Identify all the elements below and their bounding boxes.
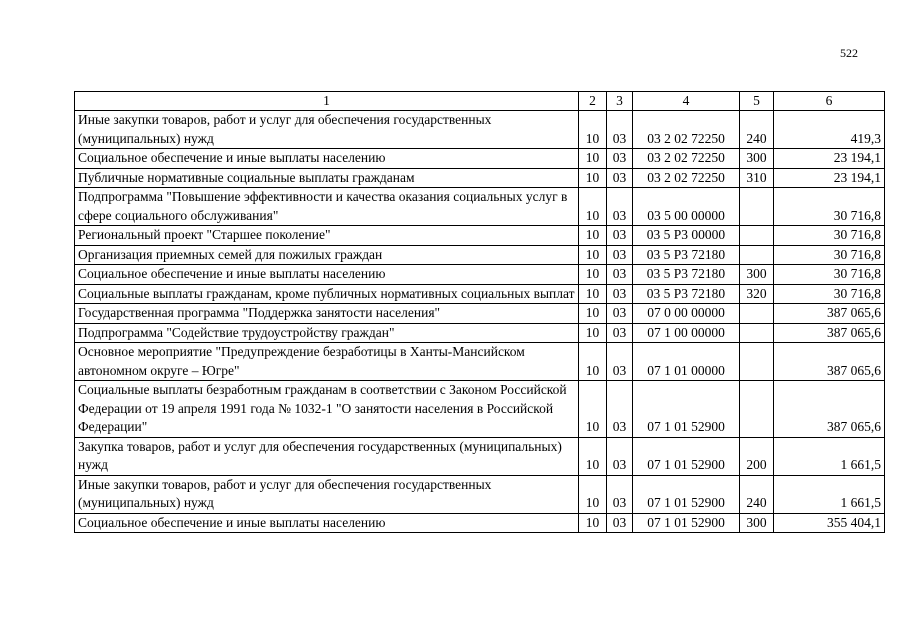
row-subsection-cell: 03 bbox=[607, 513, 633, 533]
row-amount-cell: 23 194,1 bbox=[774, 168, 885, 188]
row-name-cell: Публичные нормативные социальные выплаты гражданам bbox=[75, 168, 579, 188]
row-subsection-cell: 03 bbox=[607, 226, 633, 246]
table-row bbox=[75, 111, 885, 149]
row-expense-type-cell bbox=[740, 343, 774, 381]
row-expense-type-cell bbox=[740, 381, 774, 438]
row-amount-cell: 387 065,6 bbox=[774, 343, 885, 381]
row-amount-cell: 387 065,6 bbox=[774, 323, 885, 343]
row-name-cell: Подпрограмма "Содействие трудоустройству граждан" bbox=[75, 323, 579, 343]
table-row bbox=[75, 245, 885, 265]
row-name-cell: Социальное обеспечение и иные выплаты населению bbox=[75, 513, 579, 533]
row-subsection-cell: 03 bbox=[607, 381, 633, 438]
row-name-cell: Региональный проект "Старшее поколение" bbox=[75, 226, 579, 246]
row-name-cell: Социальные выплаты безработным гражданам в соответствии с Законом Российской Федерации от 19 апреля 1991 года № 1032-1 "О занятости населения в Российской Федерации" bbox=[75, 381, 579, 438]
row-amount-cell: 387 065,6 bbox=[774, 381, 885, 438]
row-subsection-cell: 03 bbox=[607, 265, 633, 285]
row-expense-type-cell: 320 bbox=[740, 284, 774, 304]
row-expense-type-cell: 200 bbox=[740, 437, 774, 475]
row-name-cell: Закупка товаров, работ и услуг для обеспечения государственных (муниципальных) нужд bbox=[75, 437, 579, 475]
table-row bbox=[75, 475, 885, 513]
row-amount-cell: 355 404,1 bbox=[774, 513, 885, 533]
row-name-cell: Основное мероприятие "Предупреждение безработицы в Ханты-Мансийском автономном округе – Югре" bbox=[75, 343, 579, 381]
row-expense-type-cell bbox=[740, 245, 774, 265]
header-cell-subsection: 3 bbox=[607, 92, 633, 111]
row-target-article-cell: 07 0 00 00000 bbox=[633, 304, 740, 324]
row-target-article-cell: 03 2 02 72250 bbox=[633, 149, 740, 169]
table-row bbox=[75, 188, 885, 226]
header-cell-section: 2 bbox=[579, 92, 607, 111]
row-expense-type-cell: 240 bbox=[740, 111, 774, 149]
row-target-article-cell: 07 1 01 52900 bbox=[633, 475, 740, 513]
row-name-cell: Иные закупки товаров, работ и услуг для обеспечения государственных (муниципальных) нужд bbox=[75, 475, 579, 513]
header-cell-expense-type: 5 bbox=[740, 92, 774, 111]
row-name-cell: Подпрограмма "Повышение эффективности и качества оказания социальных услуг в сфере социального обслуживания" bbox=[75, 188, 579, 226]
row-section-cell: 10 bbox=[579, 437, 607, 475]
row-section-cell: 10 bbox=[579, 188, 607, 226]
row-target-article-cell: 03 5 P3 72180 bbox=[633, 245, 740, 265]
row-subsection-cell: 03 bbox=[607, 188, 633, 226]
row-expense-type-cell: 240 bbox=[740, 475, 774, 513]
row-section-cell: 10 bbox=[579, 149, 607, 169]
row-subsection-cell: 03 bbox=[607, 168, 633, 188]
row-subsection-cell: 03 bbox=[607, 149, 633, 169]
row-subsection-cell: 03 bbox=[607, 475, 633, 513]
row-target-article-cell: 03 5 00 00000 bbox=[633, 188, 740, 226]
row-section-cell: 10 bbox=[579, 168, 607, 188]
table-row bbox=[75, 284, 885, 304]
header-cell-amount: 6 bbox=[774, 92, 885, 111]
row-amount-cell: 1 661,5 bbox=[774, 475, 885, 513]
table-body bbox=[75, 111, 885, 533]
row-subsection-cell: 03 bbox=[607, 437, 633, 475]
row-target-article-cell: 07 1 01 52900 bbox=[633, 381, 740, 438]
row-subsection-cell: 03 bbox=[607, 111, 633, 149]
row-name-cell: Иные закупки товаров, работ и услуг для обеспечения государственных (муниципальных) нужд bbox=[75, 111, 579, 149]
table-row bbox=[75, 513, 885, 533]
row-amount-cell: 30 716,8 bbox=[774, 188, 885, 226]
row-amount-cell: 30 716,8 bbox=[774, 265, 885, 285]
row-expense-type-cell bbox=[740, 323, 774, 343]
header-row bbox=[75, 92, 885, 111]
row-target-article-cell: 03 2 02 72250 bbox=[633, 168, 740, 188]
row-expense-type-cell bbox=[740, 304, 774, 324]
row-target-article-cell: 07 1 00 00000 bbox=[633, 323, 740, 343]
row-expense-type-cell: 310 bbox=[740, 168, 774, 188]
row-subsection-cell: 03 bbox=[607, 304, 633, 324]
row-target-article-cell: 07 1 01 52900 bbox=[633, 513, 740, 533]
row-section-cell: 10 bbox=[579, 265, 607, 285]
row-amount-cell: 419,3 bbox=[774, 111, 885, 149]
row-section-cell: 10 bbox=[579, 323, 607, 343]
row-name-cell: Социальные выплаты гражданам, кроме публичных нормативных социальных выплат bbox=[75, 284, 579, 304]
row-name-cell: Социальное обеспечение и иные выплаты населению bbox=[75, 265, 579, 285]
row-section-cell: 10 bbox=[579, 245, 607, 265]
row-amount-cell: 30 716,8 bbox=[774, 245, 885, 265]
row-subsection-cell: 03 bbox=[607, 323, 633, 343]
header-cell-target-article: 4 bbox=[633, 92, 740, 111]
row-name-cell: Социальное обеспечение и иные выплаты населению bbox=[75, 149, 579, 169]
row-amount-cell: 23 194,1 bbox=[774, 149, 885, 169]
table-row bbox=[75, 149, 885, 169]
row-expense-type-cell: 300 bbox=[740, 149, 774, 169]
row-section-cell: 10 bbox=[579, 304, 607, 324]
row-name-cell: Организация приемных семей для пожилых граждан bbox=[75, 245, 579, 265]
row-target-article-cell: 03 5 P3 72180 bbox=[633, 284, 740, 304]
budget-table bbox=[74, 91, 885, 533]
row-amount-cell: 30 716,8 bbox=[774, 226, 885, 246]
row-subsection-cell: 03 bbox=[607, 245, 633, 265]
table-row bbox=[75, 323, 885, 343]
row-expense-type-cell: 300 bbox=[740, 265, 774, 285]
table-row bbox=[75, 381, 885, 438]
row-section-cell: 10 bbox=[579, 381, 607, 438]
row-target-article-cell: 03 2 02 72250 bbox=[633, 111, 740, 149]
row-section-cell: 10 bbox=[579, 111, 607, 149]
row-target-article-cell: 03 5 P3 72180 bbox=[633, 265, 740, 285]
row-expense-type-cell bbox=[740, 188, 774, 226]
row-target-article-cell: 03 5 P3 00000 bbox=[633, 226, 740, 246]
row-amount-cell: 30 716,8 bbox=[774, 284, 885, 304]
row-subsection-cell: 03 bbox=[607, 284, 633, 304]
row-expense-type-cell bbox=[740, 226, 774, 246]
row-section-cell: 10 bbox=[579, 343, 607, 381]
row-name-cell: Государственная программа "Поддержка занятости населения" bbox=[75, 304, 579, 324]
row-section-cell: 10 bbox=[579, 284, 607, 304]
row-target-article-cell: 07 1 01 52900 bbox=[633, 437, 740, 475]
table-row bbox=[75, 304, 885, 324]
table-row bbox=[75, 168, 885, 188]
table-row bbox=[75, 226, 885, 246]
row-target-article-cell: 07 1 01 00000 bbox=[633, 343, 740, 381]
row-section-cell: 10 bbox=[579, 513, 607, 533]
table-row bbox=[75, 343, 885, 381]
row-subsection-cell: 03 bbox=[607, 343, 633, 381]
header-cell-name: 1 bbox=[75, 92, 579, 111]
row-section-cell: 10 bbox=[579, 475, 607, 513]
table-row bbox=[75, 265, 885, 285]
row-amount-cell: 1 661,5 bbox=[774, 437, 885, 475]
page-number: 522 bbox=[840, 46, 858, 60]
row-expense-type-cell: 300 bbox=[740, 513, 774, 533]
row-section-cell: 10 bbox=[579, 226, 607, 246]
table-row bbox=[75, 437, 885, 475]
row-amount-cell: 387 065,6 bbox=[774, 304, 885, 324]
